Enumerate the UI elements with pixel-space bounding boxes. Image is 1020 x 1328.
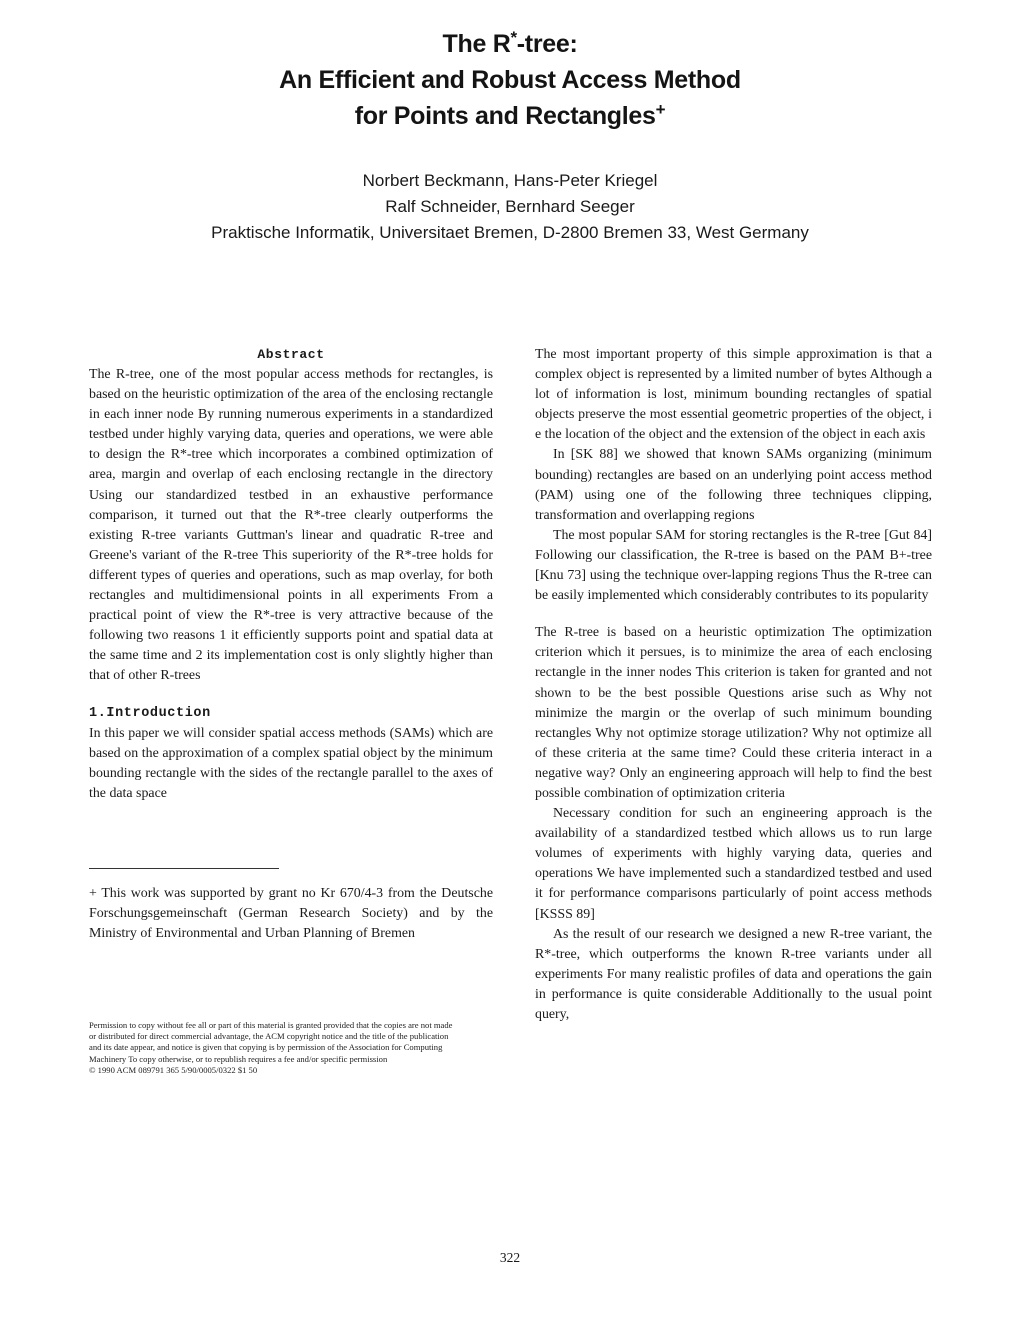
paragraph-gap (535, 606, 932, 623)
footnote-divider (89, 868, 279, 869)
permission-notice (89, 1020, 459, 1076)
page-number: 322 (499, 1250, 521, 1265)
permission-text: Permission to copy without fee all or part of this material is granted provided that the copies are not made or distributed for direct commercial advantage, the ACM copyright notice and the title of the publication and its date appear, and notice is given that copying is by permission of the Association for Computing Machinery To copy otherwise, or to republish requires a fee and/or specific permission (89, 1020, 453, 1064)
paragraph-testbed: Necessary condition for such an engineering approach is the availability of a standardized testbed which allows us to run large volumes of experiments with highly varying data, queries and operations We have implemented such a standardized testbed and used it for performance comparisons particularly of point access methods [KSSS 89] (535, 806, 932, 922)
title-line-2: An Efficient and Robust Access Method (279, 66, 741, 94)
authors-line-2: Ralf Schneider, Bernhard Seeger (385, 197, 635, 216)
abstract-text: The R-tree, one of the most popular access methods for rectangles, is based on the heuristic optimization of the area of the enclosing rectangle in each inner node By running numerous experiments in a standardized testbed under highly varying data, queries and operations, we were able to design the R*-tree which incorporates a combined optimization of area, margin and overlap of each enclosing rectangle in the directory Using our standardized testbed in an exhaustive performance comparison, it turned out that the R*-tree clearly outperforms the existing R-tree variants Guttman's linear and quadratic R-tree and Greene's variant of the R-tree This superiority of the R*-tree holds for different types of queries and operations, such as map overlay, for both rectangles and multidimensional points in all experiments From a practical point of view the R*-tree is very attractive because of the following two reasons 1 it efficiently supports point and spatial data at the same time and 2 its implementation cost is only slightly higher than that of other R-trees (89, 367, 493, 684)
introduction-heading: 1.Introduction (89, 705, 211, 721)
paragraph-sk88: In [SK 88] we showed that known SAMs organizing (minimum bounding) rectangles are based on an underlying point access method (PAM) using one of the following three techniques clipping, transformation and overlapping regions (535, 447, 932, 523)
introduction-text: In this paper we will consider spatial access methods (SAMs) which are based on the approximation of a complex spatial object by the minimum bounding rectangle with the sides of the rectangle parallel to the axes of the data space (89, 725, 493, 801)
right-column (535, 345, 932, 1025)
copyright-line: © 1990 ACM 089791 365 5/90/0005/0322 $1 50 (89, 1064, 258, 1075)
author-block (0, 168, 1020, 246)
paragraph-popular-sam: The most popular SAM for storing rectangles is the R-tree [Gut 84] Following our classification, the R-tree is based on the PAM B+-tree [Knu 73] using the technique over-lapping regions Thus the R-tree can be easily implemented which considerably contributes to its popularity (535, 527, 932, 604)
paragraph-approximation: The most important property of this simple approximation is that a complex object is represented by a limited number of bytes Although a lot of information is lost, minimum bounding rectangles of spatial objects preserve the most essential geometric properties of the object, i e the location of the object and the extension of the object in each axis (535, 347, 932, 443)
paragraph-result: As the result of our research we designed a new R-tree variant, the R*-tree, which outperforms the known R-tree variants under all experiments For many realistic profiles of data and operations the gain in performance is quite considerable Additionally to the usual point query, (535, 926, 932, 1022)
left-column (89, 345, 493, 804)
authors-line-1: Norbert Beckmann, Hans-Peter Kriegel (362, 171, 658, 190)
abstract-heading: Abstract (257, 347, 325, 362)
footnote-text: + This work was supported by grant no Kr 670/4-3 from the Deutsche Forschungsgemeinschaft (German Research Society) and by the Ministry of Environmental and Urban Planning of Bremen (89, 886, 493, 941)
footnote (89, 884, 493, 944)
title-line-1: The R*-tree: (442, 28, 578, 58)
paper-title (0, 26, 1020, 134)
title-line-3: for Points and Rectangles+ (354, 100, 666, 130)
affiliation: Praktische Informatik, Universitaet Bremen, D-2800 Bremen 33, West Germany (211, 223, 809, 242)
paragraph-heuristic: The R-tree is based on a heuristic optimization The optimization criterion which it persues, is to minimize the area of each enclosing rectangle in the inner nodes This criterion is taken for granted and not shown to be the best possible Questions arise such as Why not minimize the margin or the overlap of such minimum bounding rectangles Why not optimize storage utilization? Why not optimize all of these criteria at the same time? Could these criteria interact in a negative way? Only an engineering approach will help to find the best possible combination of optimization criteria (535, 625, 932, 801)
